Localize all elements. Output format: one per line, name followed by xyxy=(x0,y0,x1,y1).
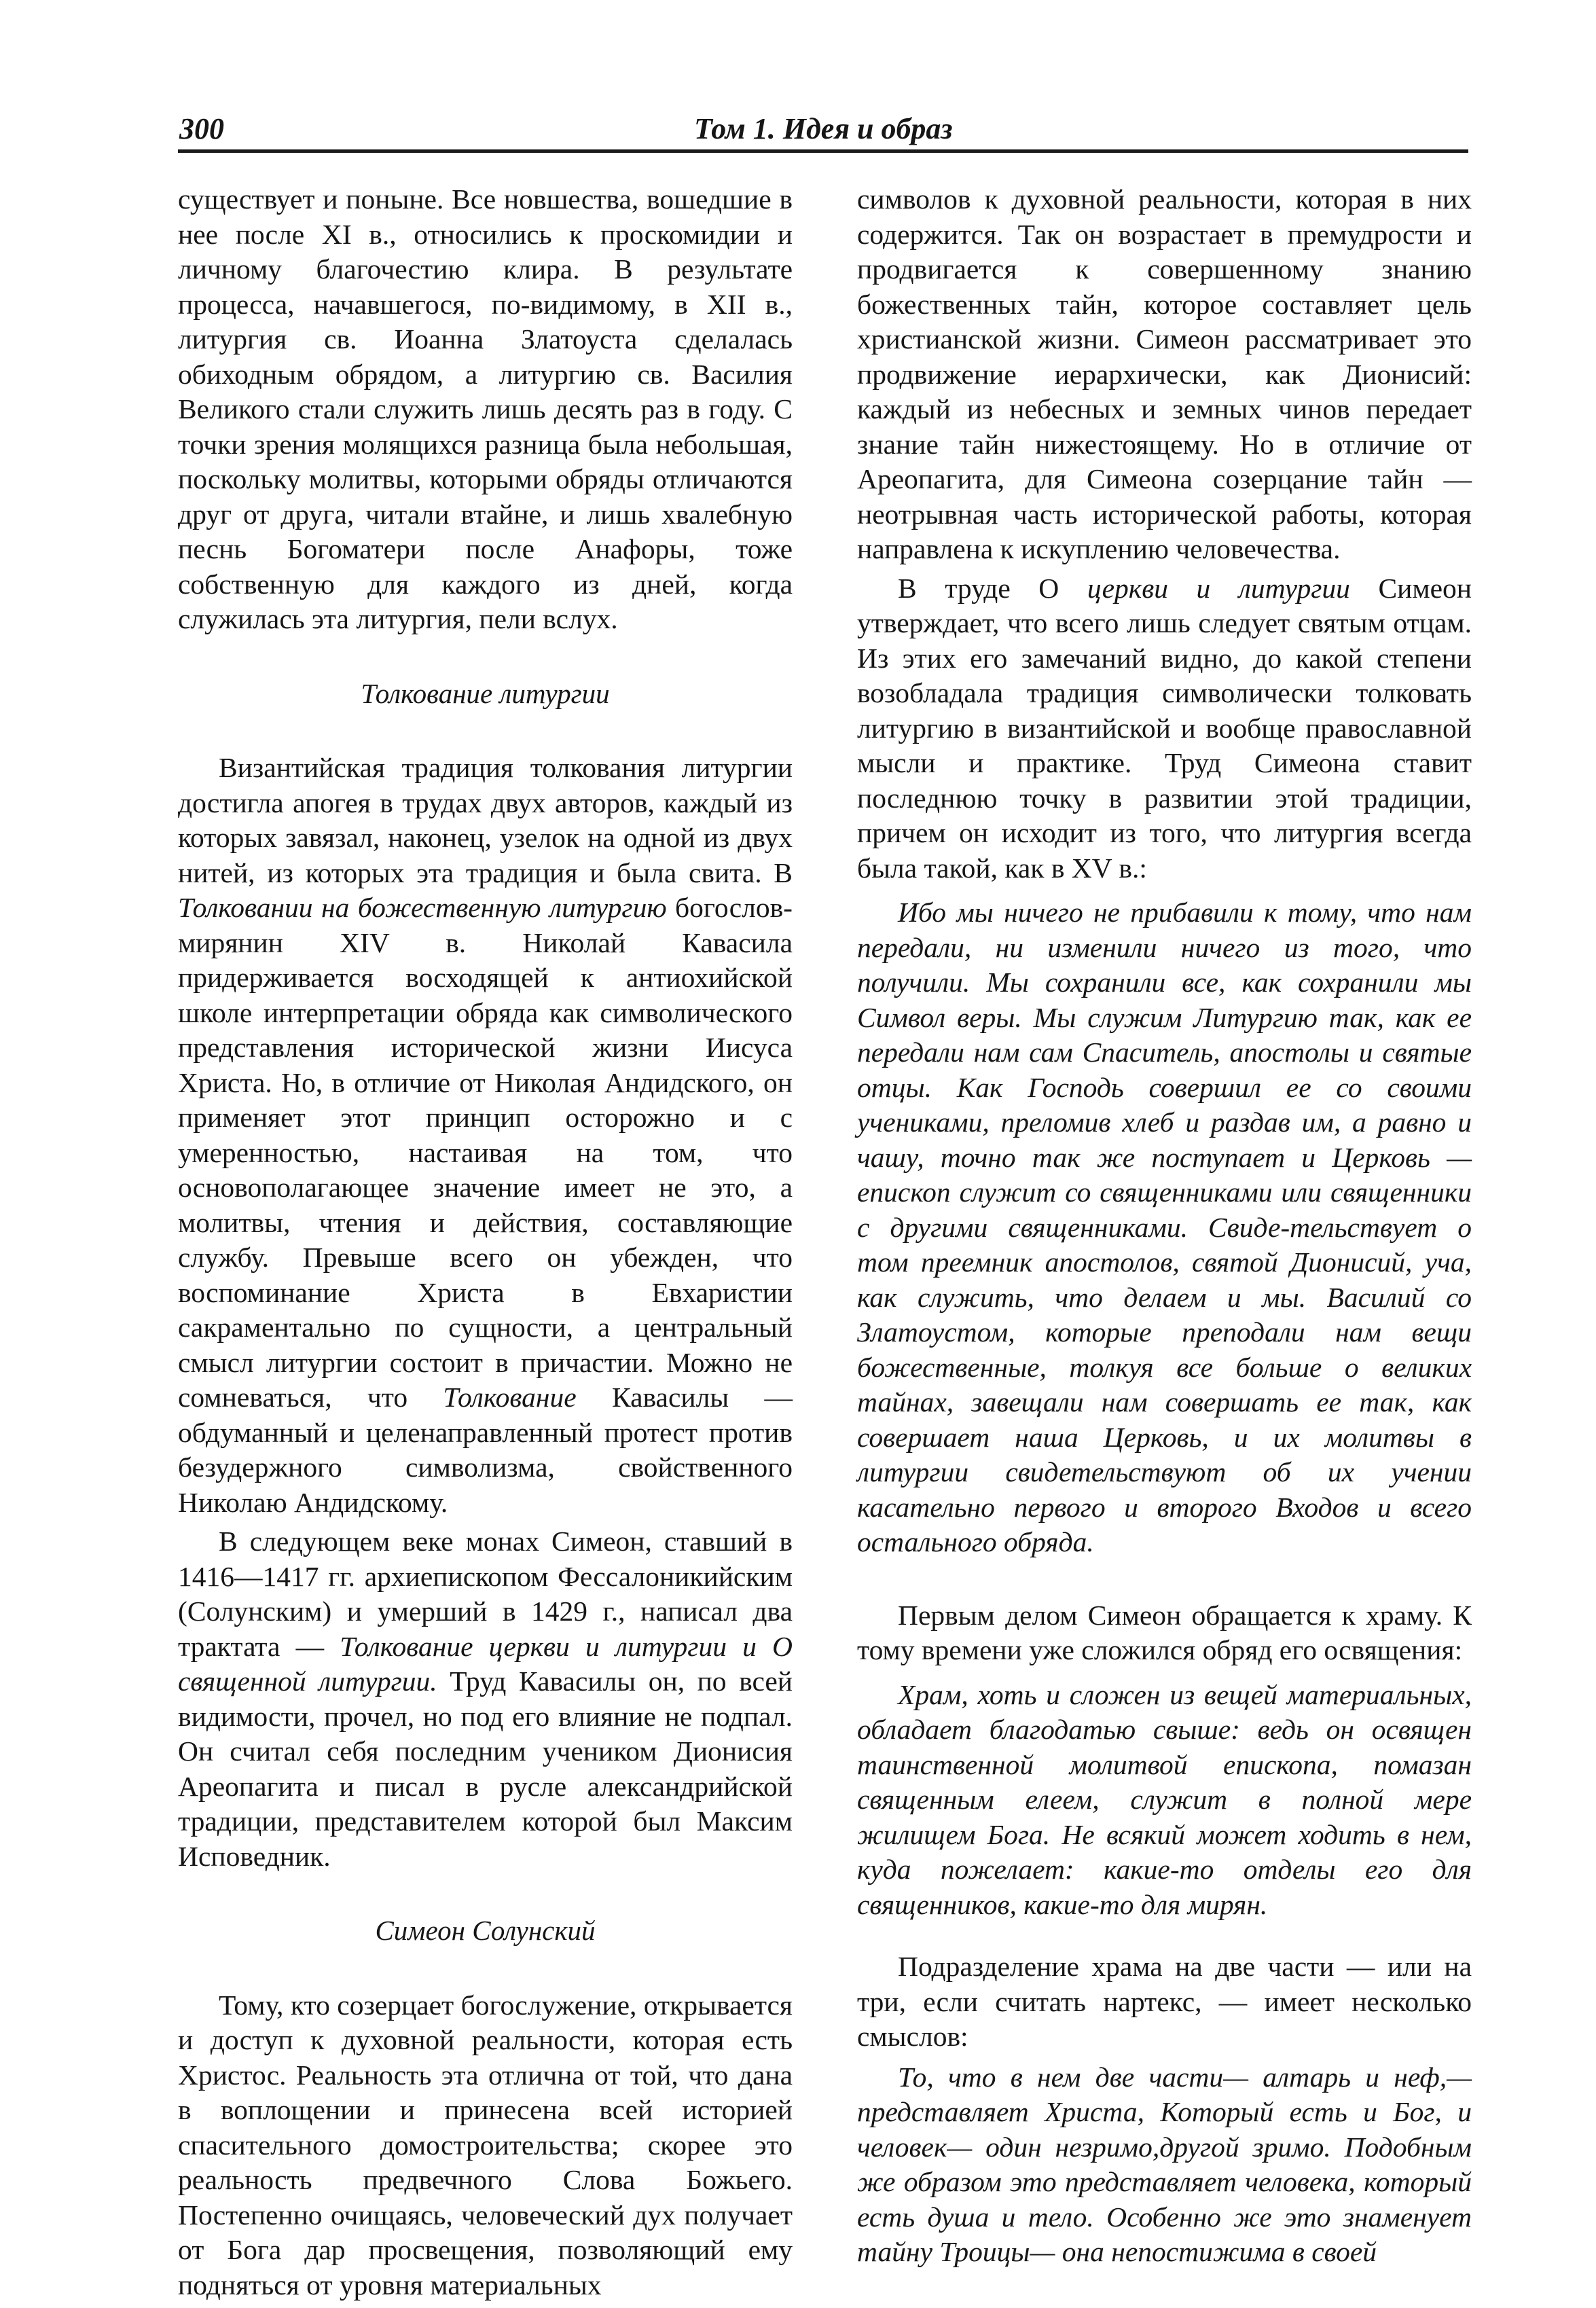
block-quote: То, что в нем две части— алтарь и неф,— представляет Христа, Который есть и Бог, и человек— один незримо,другой зримо. Подобным же образом это представляет человека, который есть душа и тело. Особенно же это знаменует тайну Троицы— она непостижима в своей xyxy=(857,2061,1472,2267)
right-column xyxy=(857,182,1472,2267)
block-quote: Храм, хоть и сложен из вещей материальных, обладает благодатью свыше: ведь он освящен таинственной молитвой епископа, помазан священным елеем, служит в полной мере жилищем Бога. Не всякий может ходить в нем, куда пожелает: какие-то отделы его для священников, какие-то для мирян. xyxy=(857,1678,1472,1920)
paragraph: Первым делом Симеон обращается к храму. К тому времени уже сложился обряд его освящения: xyxy=(857,1599,1472,1665)
paragraph: Подразделение храма на две части — или на три, если считать нартекс, — имеет несколько смыслов: xyxy=(857,1951,1472,2052)
page-number: 300 xyxy=(179,112,224,145)
paragraph: В труде О церкви и литургии Симеон утверждает, что всего лишь следует святым отцам. Из этих его замечаний видно, до какой степени возобладала традиция символически толковать литургию в византийской и вообще православной мысли и практике. Труд Симеона ставит последнюю точку в развитии этой традиции, причем он исходит из того, что литургия всегда была такой, как в XV в.: xyxy=(857,572,1472,884)
left-column xyxy=(178,182,793,2301)
page-header xyxy=(178,109,1468,153)
paragraph: В следующем веке монах Симеон, ставший в 1416—1417 гг. архиепископом Фессалоникийским (Солунским) и умерший в 1429 г., написал два трактата — Толкование церкви и литургии и О священной литургии. Труд Кавасилы он, по всей видимости, прочел, но под его влияние не подпал. Он считал себя последним учеником Дионисия Ареопагита и писал в русле александрийской традиции, представителем которой был Максим Исповедник. xyxy=(178,1526,793,1872)
book-title-emphasis: Толковании на божественную литургию xyxy=(178,892,667,923)
running-title: Том 1. Идея и образ xyxy=(694,112,953,145)
paragraph: символов к духовной реальности, которая в них содержится. Так он возрастает в премудрости и продвигается к совершенному знанию божественных тайн, которое составляет цель христианской жизни. Симеон рассматривает это продвижение иерархически, как Дионисий: каждый из небесных и земных чинов передает знание тайн нижестоящему. Но в отличие от Ареопагита, для Симеона созерцание тайн — неотрывная часть исторической работы, которая направлена к искуплению человечества. xyxy=(857,183,1472,564)
book-title-emphasis: Толкование xyxy=(443,1382,577,1413)
paragraph: существует и поныне. Все новшества, вошедшие в нее после XI в., относились к проскомидии и личному благочестию клира. В результате процесса, начавшегося, по-видимому, в XII в., литургия св. Иоанна Златоуста сделалась обиходным обрядом, а литургию св. Василия Великого стали служить лишь десять раз в году. С точки зрения молящихся разница была небольшая, поскольку молитвы, которыми обряды отличаются друг от друга, читали втайне, и лишь хвалебную песнь Богоматери после Анафоры, тоже собственную для каждого из дней, когда служилась эта литургия, пели вслух. xyxy=(178,183,793,634)
block-quote: Ибо мы ничего не прибавили к тому, что нам передали, ни изменили ничего из того, что получили. Мы сохранили все, как сохранили мы Символ веры. Мы служим Литургию так, как ее передали нам сам Спаситель, апостолы и святые отцы. Как Господь совершил ее со своими учениками, преломив хлеб и раздав им, а равно и чашу, точно так же поступает и Церковь — епископ служит со священниками или священники с другими священниками. Свиде-тельствует о том преемник апостолов, святой Дионисий, уча, как служить, что делаем и мы. Василий со Златоустом, которые преподали нам вещи божественные, толкуя все больше о великих тайнах, завещали нам совершать ее так, как совершает наша Церковь, и их молитвы в литургии свидетельствуют об их учении касательно первого и второго Входов и всего остального обряда. xyxy=(857,897,1472,1557)
section-heading-simeon: Симеон Солунский xyxy=(375,1915,596,1946)
text-columns xyxy=(178,182,1472,2301)
section-heading-liturgy-interpretation: Толкование литургии xyxy=(361,677,610,709)
book-title-emphasis: Толкование церкви и литургии и О священной литургии. xyxy=(178,1630,793,1697)
book-title-emphasis: церкви и литургии xyxy=(1087,572,1350,604)
paragraph: Тому, кто созерцает богослужение, открывается и доступ к духовной реальности, которая есть Христос. Реальность эта отлична от той, что дана в воплощении и принесена всей историей спасительного домостроительства; скорее это реальность предвечного Слова Божьего. Постепенно очищаясь, человеческий дух получает от Бога дар просвещения, позволяющий ему подняться от уровня материальных xyxy=(178,1989,793,2301)
paragraph: Византийская традиция толкования литургии достигла апогея в трудах двух авторов, каждый из которых завязал, наконец, узелок на одной из двух нитей, из которых эта традиция и была свита. В Толковании на божественную литургию богослов-мирянин XIV в. Николай Кавасила придерживается восходящей к антиохийской школе интерпретации обряда как символического представления исторической жизни Иисуса Христа. Но, в отличие от Николая Андидского, он применяет этот принцип осторожно и с умеренностью, настаивая на том, что основополагающее значение имеет не это, а молитвы, чтения и действия, составляющие службу. Превыше всего он убежден, что воспоминание Христа в Евхаристии сакраментально по сущности, а центральный смысл литургии состоит в причастии. Можно не сомневаться, что Толкование Кавасилы — обдуманный и целенаправленный протест против безудержного символизма, свойственного Николаю Андидскому. xyxy=(178,752,793,1518)
book-page xyxy=(178,109,1472,2301)
